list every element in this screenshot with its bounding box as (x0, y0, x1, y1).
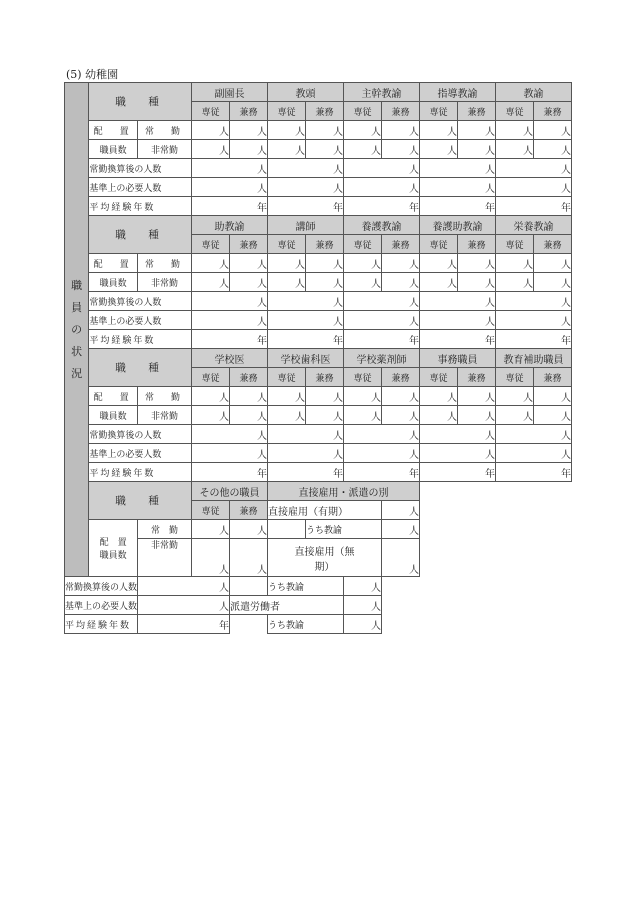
dispatch-count[interactable]: 人 (344, 596, 382, 615)
heikin-label: 平均経験年数 (65, 615, 138, 634)
total-cell[interactable]: 年 (192, 463, 268, 482)
senju-header: 専従 (268, 102, 306, 121)
table-row (65, 615, 572, 634)
table-row (65, 330, 572, 349)
haichi-shokuinsu-label (89, 520, 138, 577)
empty-area (420, 501, 572, 520)
count-kenmu-cell[interactable]: 人 (458, 121, 496, 140)
haichi-text: 配 置 (93, 126, 133, 137)
direct-fixed-count[interactable]: 人 (382, 501, 420, 520)
total-cell[interactable]: 人 (344, 178, 420, 197)
total-cell[interactable]: 人 (420, 159, 496, 178)
job-title-cell: 学校歯科医 (268, 349, 344, 368)
kenmu-header: 兼務 (534, 235, 572, 254)
count-senju-cell[interactable]: 人 (496, 254, 534, 273)
kenmu-header: 兼務 (382, 368, 420, 387)
count-senju-cell[interactable]: 人 (496, 387, 534, 406)
count-senju-cell[interactable]: 人 (496, 121, 534, 140)
count-senju-cell[interactable]: 人 (420, 254, 458, 273)
count-kenmu-cell[interactable]: 人 (306, 140, 344, 159)
nin-unit: 人 (219, 565, 230, 576)
job-title-cell: 栄養教諭 (496, 216, 572, 235)
count-senju-cell[interactable]: 人 (268, 273, 306, 292)
jokin-label (138, 254, 192, 273)
total-cell[interactable]: 人 (420, 425, 496, 444)
kijun-label: 基準上の必要人数 (89, 311, 192, 330)
count-kenmu-cell[interactable]: 人 (458, 273, 496, 292)
total-cell[interactable]: 人 (138, 596, 230, 615)
jokin-label (138, 387, 192, 406)
senju-header: 専従 (344, 368, 382, 387)
count-kenmu-cell[interactable]: 人 (230, 520, 268, 539)
total-cell[interactable]: 人 (192, 444, 268, 463)
empty-area (420, 539, 572, 577)
count-kenmu-cell[interactable]: 人 (458, 140, 496, 159)
senju-header: 専従 (268, 235, 306, 254)
total-cell[interactable]: 人 (496, 292, 572, 311)
kenmu-header: 兼務 (306, 235, 344, 254)
kanzan-label: 常勤換算後の人数 (65, 577, 138, 596)
count-kenmu-cell[interactable]: 人 (306, 273, 344, 292)
total-cell[interactable]: 人 (420, 311, 496, 330)
total-cell[interactable]: 人 (268, 444, 344, 463)
empty-area (382, 615, 534, 634)
total-cell[interactable]: 人 (138, 577, 230, 596)
count-senju-cell[interactable]: 人 (344, 273, 382, 292)
count-kenmu-cell[interactable]: 人 (458, 254, 496, 273)
count-senju-cell[interactable]: 人 (496, 273, 534, 292)
kenmu-header: 兼務 (382, 235, 420, 254)
count-senju-cell[interactable]: 人 (420, 140, 458, 159)
count-kenmu-cell[interactable] (230, 539, 268, 577)
count-senju-cell[interactable]: 人 (268, 387, 306, 406)
total-cell[interactable]: 人 (344, 425, 420, 444)
kenmu-header: 兼務 (230, 501, 268, 520)
job-title-cell: 養護助教諭 (420, 216, 496, 235)
senju-header: 専従 (344, 102, 382, 121)
job-title-cell: 講師 (268, 216, 344, 235)
count-kenmu-cell[interactable]: 人 (458, 406, 496, 425)
total-cell[interactable]: 人 (192, 178, 268, 197)
job-title-cell: 副園長 (192, 83, 268, 102)
total-cell[interactable]: 年 (344, 197, 420, 216)
jokin-text: 常 勤 (145, 259, 185, 270)
kenmu-header: 兼務 (306, 368, 344, 387)
employment-type-header: 直接雇用・派遣の別 (268, 482, 420, 501)
count-senju-cell[interactable]: 人 (268, 254, 306, 273)
haichi-label (89, 254, 138, 273)
kenmu-header: 兼務 (230, 368, 268, 387)
table-row (65, 121, 572, 140)
hijokin-text: 非常勤 (151, 540, 179, 551)
total-cell[interactable]: 人 (192, 159, 268, 178)
kanzan-label: 常勤換算後の人数 (89, 159, 192, 178)
hijokin-label: 非常勤 (138, 406, 192, 425)
heikin-label: 平均経験年数 (89, 197, 192, 216)
total-cell[interactable]: 年 (420, 330, 496, 349)
table-row (65, 387, 572, 406)
total-cell[interactable]: 人 (268, 311, 344, 330)
total-cell[interactable]: 人 (268, 425, 344, 444)
count-kenmu-cell[interactable]: 人 (230, 121, 268, 140)
total-cell[interactable]: 年 (496, 463, 572, 482)
teacher-sub-label: うち教諭 (268, 615, 344, 634)
kanzan-label: 常勤換算後の人数 (89, 425, 192, 444)
total-cell[interactable]: 人 (268, 178, 344, 197)
kenmu-header: 兼務 (458, 368, 496, 387)
indent-cell (230, 615, 268, 634)
table-row (65, 216, 572, 235)
table-row (65, 520, 572, 539)
total-cell[interactable]: 人 (192, 425, 268, 444)
empty-area (420, 482, 572, 501)
jokin-text: 常 勤 (145, 392, 185, 403)
jokin-label (138, 121, 192, 140)
total-cell[interactable]: 年 (268, 330, 344, 349)
kenmu-header: 兼務 (458, 235, 496, 254)
table-row (65, 83, 572, 102)
senju-header: 専従 (344, 235, 382, 254)
senju-header: 専従 (192, 368, 230, 387)
haichi-text: 配 置 (93, 392, 133, 403)
count-kenmu-cell[interactable]: 人 (382, 406, 420, 425)
other-staff-header: その他の職員 (192, 482, 268, 501)
shokuinsu-label: 職員数 (89, 273, 138, 292)
total-cell[interactable]: 年 (192, 330, 268, 349)
teacher-sub-label: うち教諭 (268, 577, 344, 596)
table-row (65, 463, 572, 482)
count-kenmu-cell[interactable]: 人 (306, 387, 344, 406)
job-title-cell: 養護教諭 (344, 216, 420, 235)
kijun-label: 基準上の必要人数 (65, 596, 138, 615)
count-senju-cell[interactable]: 人 (268, 140, 306, 159)
total-cell[interactable]: 人 (268, 292, 344, 311)
table-row (65, 577, 572, 596)
table-row (65, 197, 572, 216)
total-cell[interactable]: 年 (268, 197, 344, 216)
total-cell[interactable]: 人 (420, 178, 496, 197)
kenmu-header: 兼務 (230, 235, 268, 254)
count-kenmu-cell[interactable]: 人 (382, 254, 420, 273)
job-title-cell: 教諭 (496, 83, 572, 102)
kenmu-header: 兼務 (306, 102, 344, 121)
count-kenmu-cell[interactable]: 人 (230, 406, 268, 425)
side-label-char: 職 (71, 278, 83, 292)
job-title-cell: 主幹教諭 (344, 83, 420, 102)
total-cell[interactable]: 年 (344, 463, 420, 482)
count-senju-cell[interactable]: 人 (192, 520, 230, 539)
hijokin-label: 非常勤 (138, 273, 192, 292)
total-cell[interactable]: 年 (420, 197, 496, 216)
count-kenmu-cell[interactable]: 人 (306, 254, 344, 273)
teacher-sub-label: うち教諭 (306, 520, 382, 539)
kanzan-label: 常勤換算後の人数 (89, 292, 192, 311)
job-title-cell: 学校医 (192, 349, 268, 368)
count-senju-cell[interactable]: 人 (344, 254, 382, 273)
table-row (65, 444, 572, 463)
senju-header: 専従 (496, 102, 534, 121)
count-kenmu-cell[interactable]: 人 (534, 273, 572, 292)
count-kenmu-cell[interactable]: 人 (230, 273, 268, 292)
shokushu-header: 職 種 (89, 349, 192, 387)
senju-header: 専従 (192, 102, 230, 121)
table-row (65, 311, 572, 330)
total-cell[interactable]: 人 (496, 178, 572, 197)
count-kenmu-cell[interactable]: 人 (534, 406, 572, 425)
count-senju-cell[interactable]: 人 (344, 406, 382, 425)
total-cell[interactable]: 人 (420, 292, 496, 311)
total-cell[interactable]: 人 (192, 311, 268, 330)
total-cell[interactable]: 人 (344, 159, 420, 178)
senju-header: 専従 (496, 368, 534, 387)
kijun-label: 基準上の必要人数 (89, 444, 192, 463)
shokushu-header: 職 種 (89, 83, 192, 121)
heikin-label: 平均経験年数 (89, 330, 192, 349)
kenmu-header: 兼務 (534, 102, 572, 121)
side-label-char: 員 (71, 300, 83, 314)
count-senju-cell[interactable]: 人 (192, 254, 230, 273)
count-kenmu-cell[interactable]: 人 (382, 121, 420, 140)
count-senju-cell[interactable]: 人 (344, 387, 382, 406)
table-row (65, 292, 572, 311)
count-kenmu-cell[interactable]: 人 (382, 273, 420, 292)
count-kenmu-cell[interactable]: 人 (306, 406, 344, 425)
empty-area (420, 520, 572, 539)
count-senju-cell[interactable]: 人 (420, 406, 458, 425)
side-label-char: 況 (71, 366, 83, 380)
section-title: (5) 幼稚園 (66, 68, 119, 81)
haichi-label (89, 387, 138, 406)
count-senju-cell[interactable]: 人 (420, 121, 458, 140)
count-kenmu-cell[interactable]: 人 (534, 140, 572, 159)
direct-indef-1: 直接雇用（無 (294, 546, 355, 558)
total-cell[interactable]: 人 (192, 292, 268, 311)
total-cell[interactable]: 人 (496, 311, 572, 330)
side-label (65, 83, 89, 577)
count-senju-cell[interactable]: 人 (268, 406, 306, 425)
teacher-sub-count[interactable]: 人 (344, 577, 382, 596)
total-cell[interactable]: 人 (344, 444, 420, 463)
kijun-label: 基準上の必要人数 (89, 178, 192, 197)
total-cell[interactable]: 年 (192, 197, 268, 216)
count-senju-cell[interactable]: 人 (496, 406, 534, 425)
count-kenmu-cell[interactable]: 人 (382, 387, 420, 406)
senju-header: 専従 (496, 235, 534, 254)
job-title-cell: 教頭 (268, 83, 344, 102)
shokushu-header: 職 種 (89, 482, 192, 520)
total-cell[interactable]: 年 (496, 197, 572, 216)
heikin-label: 平均経験年数 (89, 463, 192, 482)
direct-indef-2: 期） (314, 561, 335, 573)
shokuinsu-label: 職員数 (89, 140, 138, 159)
indent-cell (268, 520, 306, 539)
senju-header: 専従 (420, 368, 458, 387)
count-senju-cell[interactable]: 人 (344, 121, 382, 140)
table-row (65, 596, 572, 615)
count-senju-cell[interactable]: 人 (192, 140, 230, 159)
haichi-label (89, 121, 138, 140)
kenmu-header: 兼務 (534, 368, 572, 387)
haichi-text: 配 置 (99, 538, 127, 548)
total-cell[interactable]: 人 (496, 425, 572, 444)
kenmu-header: 兼務 (382, 102, 420, 121)
side-label-char: の (71, 322, 83, 336)
hijokin-label: 非常勤 (138, 140, 192, 159)
count-kenmu-cell[interactable]: 人 (458, 387, 496, 406)
total-cell[interactable]: 人 (344, 311, 420, 330)
jokin-text: 常 勤 (145, 126, 185, 137)
table-row (65, 482, 572, 501)
dispatch-label: 派遣労働者 (230, 596, 344, 615)
count-senju-cell[interactable] (192, 539, 230, 577)
total-cell[interactable]: 年 (496, 330, 572, 349)
direct-indef-label (268, 539, 382, 577)
table-row (65, 140, 572, 159)
total-cell[interactable]: 人 (496, 159, 572, 178)
side-label-char: 状 (71, 344, 83, 358)
job-title-cell: 事務職員 (420, 349, 496, 368)
total-cell[interactable]: 人 (268, 159, 344, 178)
count-kenmu-cell[interactable]: 人 (534, 121, 572, 140)
kenmu-header: 兼務 (230, 102, 268, 121)
total-cell[interactable]: 年 (420, 463, 496, 482)
count-kenmu-cell[interactable]: 人 (230, 140, 268, 159)
shokuinsu-text: 職員数 (99, 551, 127, 561)
total-cell[interactable]: 人 (420, 444, 496, 463)
direct-fixed-label: 直接雇用（有期） (268, 501, 382, 520)
count-senju-cell[interactable]: 人 (192, 273, 230, 292)
empty-area (382, 596, 534, 615)
job-title-cell: 教育補助職員 (496, 349, 572, 368)
count-kenmu-cell[interactable]: 人 (306, 121, 344, 140)
table-row (65, 425, 572, 444)
senju-header: 専従 (192, 235, 230, 254)
total-cell[interactable]: 年 (344, 330, 420, 349)
nin-unit: 人 (257, 565, 268, 576)
count-kenmu-cell[interactable]: 人 (534, 254, 572, 273)
table-row (65, 539, 572, 577)
count-senju-cell[interactable]: 人 (420, 273, 458, 292)
table-row (65, 273, 572, 292)
job-title-cell: 助教諭 (192, 216, 268, 235)
count-senju-cell[interactable]: 人 (268, 121, 306, 140)
count-senju-cell[interactable]: 人 (192, 121, 230, 140)
table-row (65, 159, 572, 178)
senju-header: 専従 (192, 501, 230, 520)
shokuinsu-label: 職員数 (89, 406, 138, 425)
table-row (65, 349, 572, 368)
count-kenmu-cell[interactable]: 人 (230, 254, 268, 273)
job-title-cell: 学校薬剤師 (344, 349, 420, 368)
nin-unit: 人 (409, 565, 420, 576)
staff-status-table (64, 82, 572, 634)
direct-indef-count[interactable] (382, 539, 420, 577)
job-title-cell: 指導教諭 (420, 83, 496, 102)
total-cell[interactable]: 年 (268, 463, 344, 482)
count-kenmu-cell[interactable]: 人 (230, 387, 268, 406)
indent-cell (230, 577, 268, 596)
table-row (65, 406, 572, 425)
shokushu-header: 職 種 (89, 216, 192, 254)
teacher-sub-count[interactable]: 人 (344, 615, 382, 634)
senju-header: 専従 (420, 235, 458, 254)
table-row (65, 178, 572, 197)
count-senju-cell[interactable]: 人 (192, 387, 230, 406)
count-senju-cell[interactable]: 人 (192, 406, 230, 425)
count-senju-cell[interactable]: 人 (496, 140, 534, 159)
teacher-sub-count[interactable]: 人 (382, 520, 420, 539)
total-cell[interactable]: 人 (344, 292, 420, 311)
kenmu-header: 兼務 (458, 102, 496, 121)
count-senju-cell[interactable]: 人 (420, 387, 458, 406)
total-cell[interactable]: 人 (496, 444, 572, 463)
jokin-label: 常 勤 (138, 520, 192, 539)
total-cell[interactable]: 年 (138, 615, 230, 634)
senju-header: 専従 (420, 102, 458, 121)
empty-area (382, 577, 534, 596)
table-row (65, 254, 572, 273)
count-senju-cell[interactable]: 人 (344, 140, 382, 159)
senju-header: 専従 (268, 368, 306, 387)
hijokin-label (138, 539, 192, 577)
haichi-text: 配 置 (93, 259, 133, 270)
count-kenmu-cell[interactable]: 人 (382, 140, 420, 159)
count-kenmu-cell[interactable]: 人 (534, 387, 572, 406)
